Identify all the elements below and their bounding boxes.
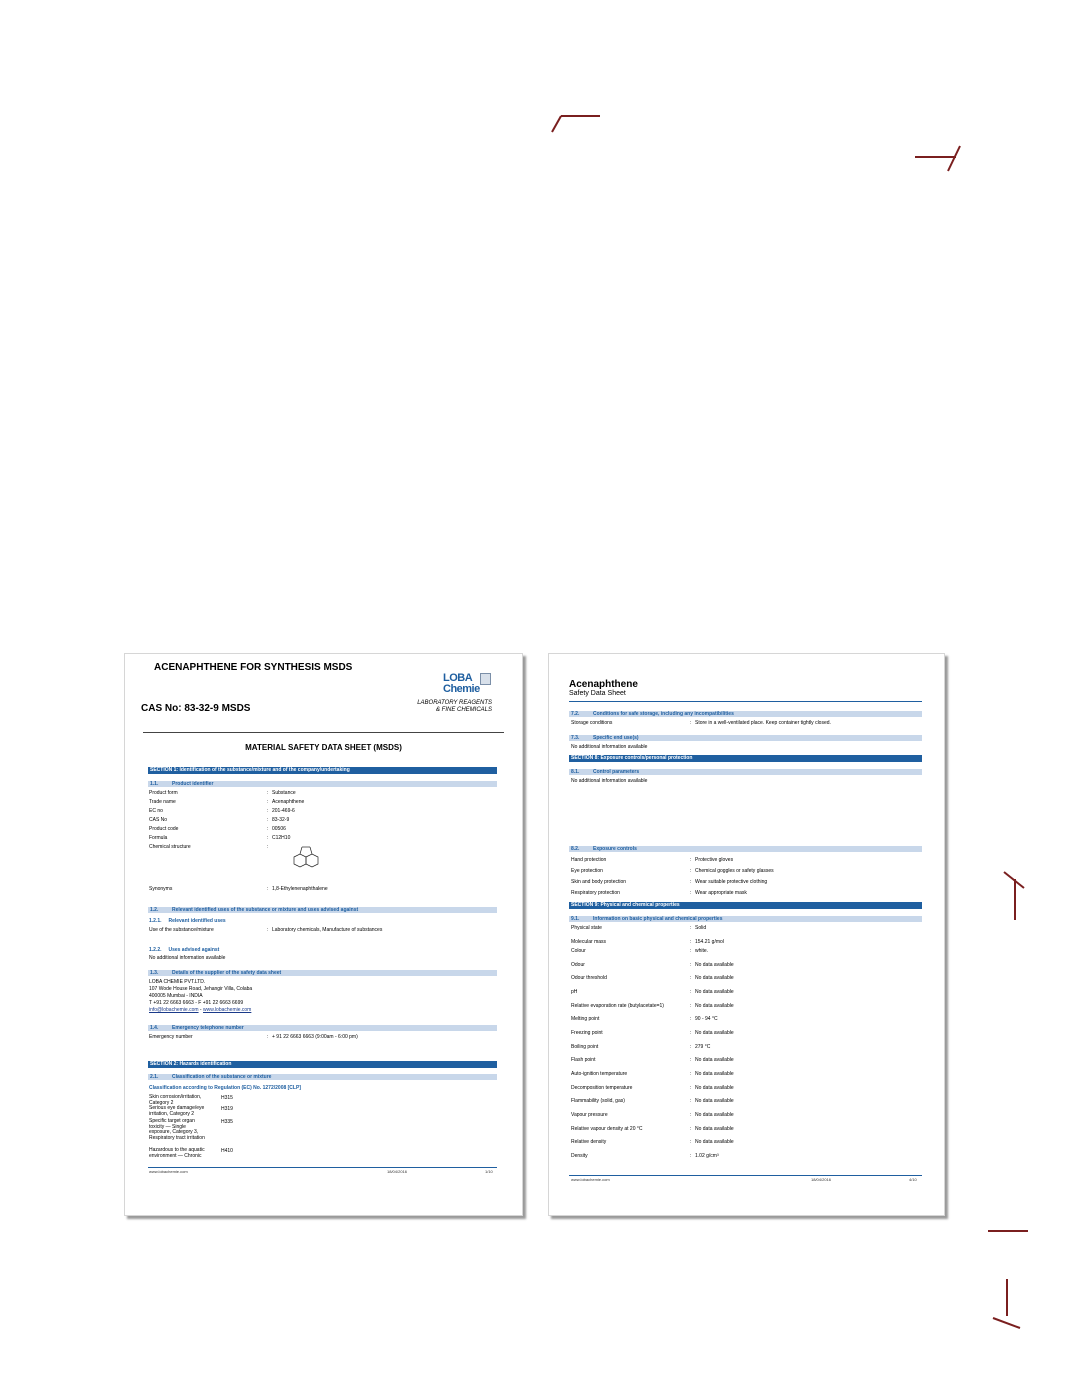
ident-colon: : — [267, 790, 269, 796]
exposure-value: Wear suitable protective clothing — [695, 879, 768, 885]
ident-value: C12H10 — [272, 835, 291, 841]
property-colon: : — [690, 1071, 692, 1077]
property-colon: : — [690, 975, 692, 981]
subsection-title: Classification of the substance or mixture — [172, 1074, 272, 1080]
property-colon: : — [690, 1126, 692, 1132]
sds-product-title: Acenaphthene — [569, 679, 638, 690]
property-label: Density — [571, 1153, 588, 1159]
property-colon: : — [690, 1030, 692, 1036]
supplier-line: T +91 22 6663 6663 - F +91 22 6663 6699 — [149, 1000, 244, 1006]
property-label: Vapour pressure — [571, 1112, 608, 1118]
property-label: Boiling point — [571, 1044, 599, 1050]
property-value: No data available — [695, 1098, 734, 1104]
use-label: Use of the substance/mixture — [149, 927, 214, 933]
company-logo — [443, 672, 493, 698]
hazard-class: Serious eye damage/eye irritation, Category 2 — [149, 1105, 205, 1117]
hazard-code: H410 — [221, 1148, 233, 1154]
supplier-line: 400005 Mumbai - INDIA — [149, 993, 203, 999]
footer-site: www.lobachemie.com — [571, 1177, 610, 1182]
property-value: No data available — [695, 1085, 734, 1091]
subsection-8-1 — [569, 769, 922, 775]
property-colon: : — [690, 1016, 692, 1022]
subsection-title: Relevant identified uses of the substance or mixture and uses advised against — [172, 907, 359, 913]
header-line — [569, 701, 922, 702]
storage-colon: : — [690, 720, 692, 726]
emergency-colon: : — [267, 1034, 269, 1040]
property-value: white. — [695, 948, 709, 954]
storage-value: Store in a well-ventilated place. Keep container tightly closed. — [695, 720, 831, 726]
property-value: No data available — [695, 1112, 734, 1118]
footer-page: 4/10 — [909, 1177, 917, 1182]
synonyms-colon: : — [267, 886, 269, 892]
ident-label: Trade name — [149, 799, 176, 805]
ident-label: CAS No — [149, 817, 168, 823]
property-value: 154.21 g/mol — [695, 939, 724, 945]
synonyms-label: Synonyms — [149, 886, 173, 892]
ident-value: 201-469-6 — [272, 808, 295, 814]
subsection-1-2-2-title: 1.2.2. Uses advised against — [149, 947, 220, 953]
subsection-2-1 — [148, 1074, 497, 1080]
chemical-structure-icon — [285, 845, 327, 881]
supplier-email-link[interactable]: info@lobachemie.com — [149, 1007, 199, 1013]
link-separator: - — [198, 1007, 203, 1013]
footer-site: www.lobachemie.com — [149, 1169, 188, 1174]
subsection-number: 8.1. — [571, 769, 580, 775]
property-colon: : — [690, 925, 692, 931]
property-label: Decomposition temperature — [571, 1085, 633, 1091]
property-value: No data available — [695, 962, 734, 968]
ident-label: Formula — [149, 835, 168, 841]
property-value: No data available — [695, 989, 734, 995]
subsection-title: Information on basic physical and chemical properties — [593, 916, 723, 922]
ident-value: Acenaphthene — [272, 799, 305, 805]
hazard-class: Hazardous to the aquatic environment — Chronic — [149, 1147, 205, 1159]
property-label: pH — [571, 989, 578, 995]
subsection-1-2 — [148, 907, 497, 913]
use-value: Laboratory chemicals, Manufacture of substances — [272, 927, 383, 933]
corner-mark-top-right — [912, 142, 967, 174]
corner-mark-bottom-dash — [985, 1224, 1031, 1238]
hazard-code: H315 — [221, 1095, 233, 1101]
ident-value: 00506 — [272, 826, 286, 832]
supplier-web-link[interactable]: www.lobachemie.com — [203, 1007, 252, 1013]
exposure-label: Eye protection — [571, 868, 603, 874]
subsection-1-1 — [148, 781, 497, 787]
section-2-header: SECTION 2: Hazards identification — [148, 1061, 497, 1068]
hazard-class: Specific target organ toxicity — Single exposure, Category 3, Respiratory tract irritation — [149, 1118, 205, 1141]
ident-label: Chemical structure — [149, 844, 191, 850]
subsection-1-4 — [148, 1025, 497, 1031]
ident-colon: : — [267, 799, 269, 805]
property-value: 279 °C — [695, 1044, 711, 1050]
property-label: Relative evaporation rate (butylacetate=1) — [571, 1003, 664, 1009]
ident-colon: : — [267, 835, 269, 841]
clp-classification-title: Classification according to Regulation (EC) No. 1272/2008 [CLP] — [149, 1085, 301, 1091]
property-value: No data available — [695, 1126, 734, 1132]
header-divider — [143, 732, 504, 733]
ident-label: EC no — [149, 808, 163, 814]
cas-title: CAS No: 83-32-9 MSDS — [141, 703, 251, 714]
property-colon: : — [690, 962, 692, 968]
subsection-number: 2.1. — [150, 1074, 159, 1080]
corner-mark-bottom-right — [990, 1276, 1026, 1332]
exposure-colon: : — [690, 890, 692, 896]
exposure-colon: : — [690, 868, 692, 874]
property-label: Auto-ignition temperature — [571, 1071, 628, 1077]
property-value: Solid — [695, 925, 707, 931]
property-label: Relative vapour density at 20 °C — [571, 1126, 643, 1132]
property-colon: : — [690, 948, 692, 954]
logo-flask-icon — [480, 673, 491, 685]
exposure-label: Respiratory protection — [571, 890, 620, 896]
property-value: No data available — [695, 1057, 734, 1063]
property-label: Flammability (solid, gas) — [571, 1098, 625, 1104]
subsection-number: 8.2. — [571, 846, 580, 852]
property-label: Colour — [571, 948, 586, 954]
hazard-code: H335 — [221, 1119, 233, 1125]
exposure-colon: : — [690, 857, 692, 863]
subsection-number: 7.2. — [571, 711, 580, 717]
subsection-title: Details of the supplier of the safety data sheet — [172, 970, 282, 976]
subsection-number: 1.1. — [150, 781, 159, 787]
property-colon: : — [690, 1153, 692, 1159]
property-value: No data available — [695, 1003, 734, 1009]
subsection-title: Emergency telephone number — [172, 1025, 244, 1031]
subsection-number: 9.1. — [571, 916, 580, 922]
document-page-2 — [548, 653, 945, 1216]
subsection-7-3 — [569, 735, 922, 741]
footer-page: 1/10 — [485, 1169, 493, 1174]
property-label: Physical state — [571, 925, 602, 931]
exposure-label: Skin and body protection — [571, 879, 627, 885]
subsection-7-2 — [569, 711, 922, 717]
property-label: Molecular mass — [571, 939, 607, 945]
property-value: No data available — [695, 1071, 734, 1077]
property-value: 1.02 g/cm³ — [695, 1153, 719, 1159]
subsection-title: Specific end use(s) — [593, 735, 639, 741]
logo-tagline-2: & FINE CHEMICALS — [435, 707, 492, 713]
section-8-header: SECTION 8: Exposure controls/personal protection — [569, 755, 922, 762]
ident-value: Substance — [272, 790, 296, 796]
supplier-line: 107 Wode House Road, Jehangir Villa, Colaba — [149, 986, 253, 992]
property-colon: : — [690, 1057, 692, 1063]
property-colon: : — [690, 1098, 692, 1104]
ident-value: 83-32-9 — [272, 817, 290, 823]
property-value: No data available — [695, 1139, 734, 1145]
control-parameters-text: No additional information available — [571, 778, 648, 784]
subsection-number: 1.2. — [150, 907, 159, 913]
subsection-title: Product identifier — [172, 781, 214, 787]
subsection-1-2-1-title: 1.2.1. Relevant identified uses — [149, 918, 226, 924]
msds-title: MATERIAL SAFETY DATA SHEET (MSDS) — [245, 743, 402, 752]
supplier-links — [149, 1007, 251, 1013]
storage-label: Storage conditions — [571, 720, 613, 726]
property-value: 90 - 94 °C — [695, 1016, 718, 1022]
document-title: ACENAPHTHENE FOR SYNTHESIS MSDS — [154, 662, 353, 673]
ident-colon: : — [267, 844, 269, 850]
property-label: Freezing point — [571, 1030, 603, 1036]
property-colon: : — [690, 939, 692, 945]
hazard-class: Skin corrosion/irritation, Category 2 — [149, 1094, 202, 1106]
ident-label: Product form — [149, 790, 178, 796]
emergency-value: + 91 22 6663 6663 (9:00am - 6:00 pm) — [272, 1034, 358, 1040]
property-colon: : — [690, 1003, 692, 1009]
section-1-header: SECTION 1: Identification of the substance/mixture and of the company/undertaking — [148, 767, 497, 774]
subsection-number: 7.3. — [571, 735, 580, 741]
property-value: No data available — [695, 975, 734, 981]
ident-colon: : — [267, 817, 269, 823]
subsection-number: 1.4. — [150, 1025, 159, 1031]
property-colon: : — [690, 1085, 692, 1091]
subsection-9-1 — [569, 916, 922, 922]
corner-mark-top-left — [545, 104, 605, 134]
logo-line-2: Chemie — [443, 683, 480, 695]
supplier-line: LOBA CHEMIE PVT.LTD. — [149, 979, 206, 985]
document-page-1 — [124, 653, 523, 1216]
property-colon: : — [690, 1112, 692, 1118]
property-value: No data available — [695, 1030, 734, 1036]
property-colon: : — [690, 989, 692, 995]
subsection-8-2 — [569, 846, 922, 852]
corner-mark-right-middle — [1000, 866, 1030, 922]
exposure-value: Wear appropriate mask — [695, 890, 747, 896]
logo-tagline-1: LABORATORY REAGENTS — [417, 700, 492, 706]
synonyms-value: 1,8-Ethylenenaphthalene — [272, 886, 328, 892]
subsection-title: Exposure controls — [593, 846, 637, 852]
property-label: Melting point — [571, 1016, 600, 1022]
logo-line-1: LOBA — [443, 672, 473, 684]
ident-label: Product code — [149, 826, 179, 832]
sds-subtitle: Safety Data Sheet — [569, 690, 626, 697]
property-colon: : — [690, 1139, 692, 1145]
subsection-title: Control parameters — [593, 769, 640, 775]
section-9-header: SECTION 9: Physical and chemical properties — [569, 902, 922, 909]
subsection-title: Conditions for safe storage, including any incompatibilities — [593, 711, 734, 717]
uses-advised-text: No additional information available — [149, 955, 226, 961]
exposure-label: Hand protection — [571, 857, 607, 863]
exposure-value: Protective gloves — [695, 857, 734, 863]
ident-colon: : — [267, 808, 269, 814]
property-label: Relative density — [571, 1139, 607, 1145]
emergency-label: Emergency number — [149, 1034, 193, 1040]
exposure-colon: : — [690, 879, 692, 885]
subsection-1-3 — [148, 970, 497, 976]
subsection-number: 1.3. — [150, 970, 159, 976]
property-colon: : — [690, 1044, 692, 1050]
hazard-code: H319 — [221, 1106, 233, 1112]
use-colon: : — [267, 927, 269, 933]
property-label: Odour threshold — [571, 975, 607, 981]
property-label: Flash point — [571, 1057, 596, 1063]
footer-date: 18/04/2016 — [811, 1177, 832, 1182]
ident-colon: : — [267, 826, 269, 832]
end-use-text: No additional information available — [571, 744, 648, 750]
footer-line — [569, 1175, 922, 1176]
exposure-value: Chemical goggles or safety glasses — [695, 868, 774, 874]
footer-date: 18/04/2016 — [387, 1169, 408, 1174]
property-label: Odour — [571, 962, 585, 968]
footer-line — [148, 1167, 497, 1168]
